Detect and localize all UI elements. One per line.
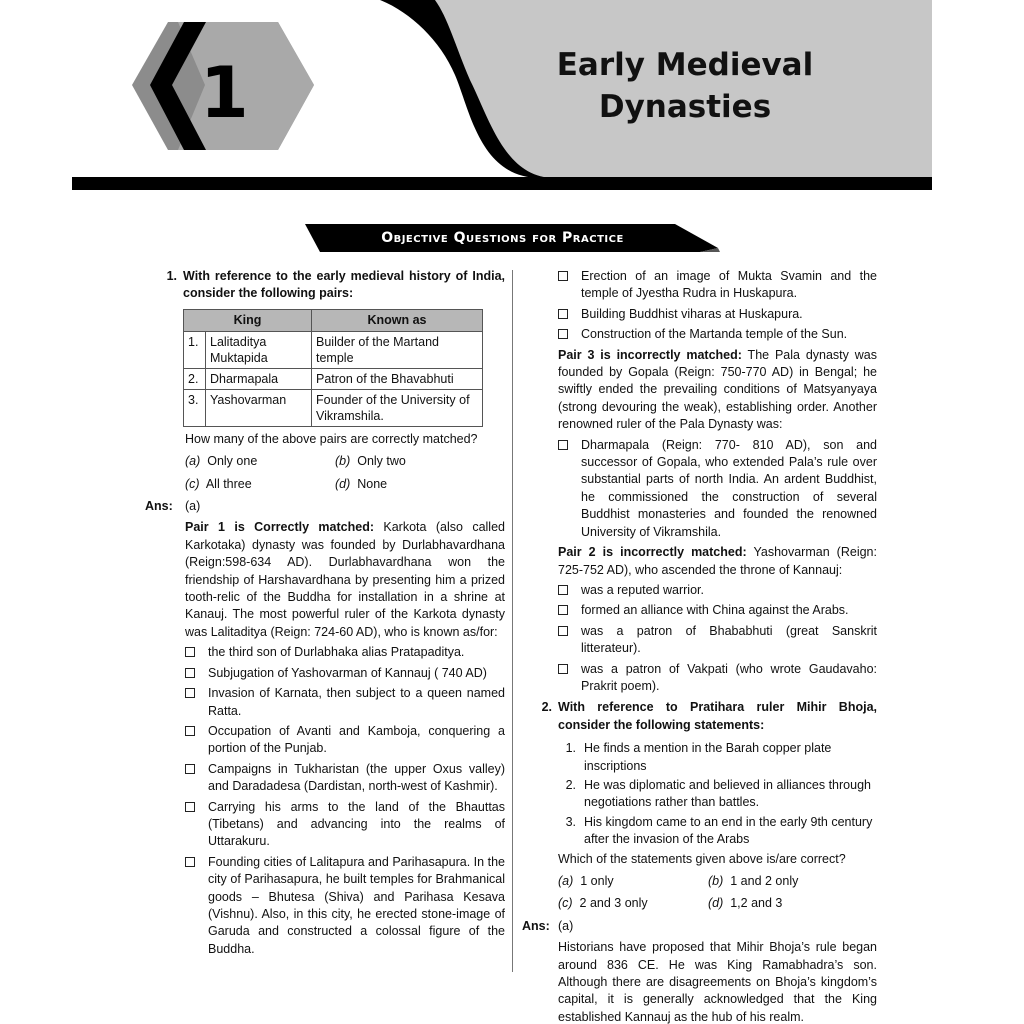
chapter-title-line1: Early Medieval	[556, 47, 814, 83]
chapter-number: 1	[200, 52, 249, 134]
list-item: was a patron of Vakpati (who wrote Gaudavaho: Prakrit poem).	[558, 661, 877, 696]
known-as-cell: Builder of the Martand temple	[312, 331, 483, 368]
list-item: Construction of the Martanda temple of the Sun.	[558, 326, 877, 343]
checkbox-bullet-icon	[558, 309, 568, 319]
left-column	[145, 268, 505, 961]
list-item: Founding cities of Lalitapura and Parihasapura. In the city of Parihasapura, he built temples for Brahmanical goods – Bhutesa (Shiva) and Parihasa Kesava (Vishnu). Also, in this city, he erected stone-image of Garuda and constructed a colossal figure of the Buddha.	[185, 854, 505, 958]
question-1	[145, 268, 505, 303]
answer-label: Ans:	[145, 499, 173, 514]
known-as-cell: Patron of the Bhavabhuti	[312, 368, 483, 389]
option-d: (d) None	[335, 476, 388, 491]
list-item: was a patron of Bhababhuti (great Sanskrit litterateur).	[558, 623, 877, 658]
king-cell: Yashovarman	[206, 389, 312, 426]
list-item: Occupation of Avanti and Kamboja, conquering a portion of the Punjab.	[185, 723, 505, 758]
statement-item: 2. He was diplomatic and believed in alliances through negotiations rather than battles.	[565, 777, 871, 810]
right-column	[522, 268, 877, 1024]
table-header-king: King	[184, 309, 312, 331]
statement-item: 1. He finds a mention in the Barah copper plate inscriptions	[565, 741, 832, 773]
banner-title: Objective Questions for Practice	[381, 230, 624, 246]
list-item: Carrying his arms to the land of the Bhauttas (Tibetans) and advancing into the realms of Uttarakuru.	[185, 799, 505, 851]
checkbox-bullet-icon	[558, 329, 568, 339]
checkbox-bullet-icon	[185, 764, 195, 774]
explanation-pair3: Pair 3 is incorrectly matched: The Pala dynasty was founded by Gopala (Reign: 750-770 AD) in Bengal; he swiftly ended the prevailing conditions of Matsyanyaya (strong devouring the weak), establishing order. Another renowned ruler of the Pala Dynasty was:	[558, 347, 877, 432]
king-cell: Lalitaditya Muktapida	[206, 331, 312, 368]
option-b: (b) 1 and 2 only	[708, 874, 799, 888]
table-row	[184, 368, 483, 389]
checkbox-bullet-icon	[558, 440, 568, 450]
header-graphic	[0, 0, 1024, 200]
option-c: (c) All three	[185, 476, 252, 491]
option-a: (a) 1 only	[558, 874, 614, 888]
king-cell: Dharmapala	[206, 368, 312, 389]
list-item: Building Buddhist viharas at Huskapura.	[558, 306, 877, 323]
list-item: Dharmapala (Reign: 770- 810 AD), son and successor of Gopala, who extended Pala’s rule over substantial parts of north India. An ardent Buddhist, he commissioned the construction of several Buddhist monasteries and founded the renowned University of Vikramshila.	[558, 437, 877, 541]
explanation-pair1: Pair 1 is Correctly matched: Karkota (also called Karkotaka) dynasty was founded by Durlabhavardhana (Reign:598-634 AD). Durlabhavardhana won the friendship of Harshavardhana by presenting him a prized tooth-relic of the Buddha for installation in a shrine at Kanauj. The most powerful ruler of the Karkota dynasty was Lalitaditya (Reign: 724-60 AD), who is known as/for:	[185, 520, 505, 639]
lalitaditya-list-continued	[522, 268, 877, 344]
answer-label: Ans:	[522, 918, 550, 933]
row-number: 1.	[184, 331, 206, 368]
list-item: Subjugation of Yashovarman of Kannauj ( 740 AD)	[185, 665, 505, 682]
row-number: 2.	[184, 368, 206, 389]
list-item: was a reputed warrior.	[558, 582, 877, 599]
question-2	[522, 699, 877, 734]
explanation-q2: Historians have proposed that Mihir Bhoja’s rule began around 836 CE. He was King Ramabhadra’s son. Although there are disagreements on Bhoja’s kingdom’s capital, it is generally acknowledged that the King established Kannauj as the hub of his realm.	[558, 940, 877, 1024]
chapter-title-line2: Dynasties	[598, 89, 772, 125]
checkbox-bullet-icon	[185, 647, 195, 657]
checkbox-bullet-icon	[558, 271, 568, 281]
column-divider	[512, 270, 513, 972]
explanation-pair2: Pair 2 is incorrectly matched: Yashovarman (Reign: 725-752 AD), who ascended the throne of Kannauj:	[558, 545, 877, 577]
known-as-cell: Founder of the University of Vikramshila.	[312, 389, 483, 426]
question-stem: How many of the above pairs are correctly matched?	[185, 431, 478, 446]
chapter-title	[540, 44, 830, 128]
question-text: With reference to the early medieval history of India, consider the following pairs:	[183, 269, 505, 301]
section-banner	[305, 224, 720, 252]
checkbox-bullet-icon	[558, 585, 568, 595]
checkbox-bullet-icon	[558, 605, 568, 615]
list-item: Campaigns in Tukharistan (the upper Oxus valley) and Daradadesa (Dardistan, north-west of Kashmir).	[185, 761, 505, 796]
table-header-known-as: Known as	[312, 309, 483, 331]
table-header-row	[184, 309, 483, 331]
list-item: the third son of Durlabhaka alias Pratapaditya.	[185, 644, 505, 661]
list-item: Erection of an image of Mukta Svamin and the temple of Jyestha Rudra in Huskapura.	[558, 268, 877, 303]
answer-line	[522, 918, 877, 935]
checkbox-bullet-icon	[185, 857, 195, 867]
checkbox-bullet-icon	[185, 726, 195, 736]
header-black-band	[72, 177, 932, 190]
question-stem: Which of the statements given above is/are correct?	[558, 851, 846, 866]
statement-item: 3. His kingdom came to an end in the early 9th century after the invasion of the Arabs	[565, 814, 873, 847]
row-number: 3.	[184, 389, 206, 426]
option-c: (c) 2 and 3 only	[558, 896, 648, 911]
statements-list	[522, 740, 877, 848]
checkbox-bullet-icon	[185, 668, 195, 678]
answer-options	[145, 453, 505, 493]
answer-value: (a)	[558, 918, 574, 933]
checkbox-bullet-icon	[558, 664, 568, 674]
list-item: formed an alliance with China against the Arabs.	[558, 602, 877, 619]
question-number: 2.	[541, 700, 552, 715]
pairs-table	[183, 309, 483, 427]
list-item: Invasion of Karnata, then subject to a queen named Ratta.	[185, 685, 505, 720]
table-row	[184, 331, 483, 368]
answer-value: (a)	[185, 499, 201, 514]
option-b: (b) Only two	[335, 454, 406, 469]
checkbox-bullet-icon	[558, 626, 568, 636]
checkbox-bullet-icon	[185, 688, 195, 698]
table-row	[184, 389, 483, 426]
option-a: (a) Only one	[185, 454, 258, 469]
question-number: 1.	[166, 269, 177, 283]
chapter-header	[0, 0, 1024, 200]
question-text: With reference to Pratihara ruler Mihir Bhoja, consider the following statements:	[558, 700, 877, 732]
yashovarman-list	[522, 582, 877, 695]
answer-line	[145, 498, 505, 515]
pala-list	[522, 437, 877, 541]
checkbox-bullet-icon	[185, 802, 195, 812]
answer-options	[522, 873, 877, 913]
lalitaditya-list	[145, 644, 505, 958]
option-d: (d) 1,2 and 3	[708, 896, 783, 911]
